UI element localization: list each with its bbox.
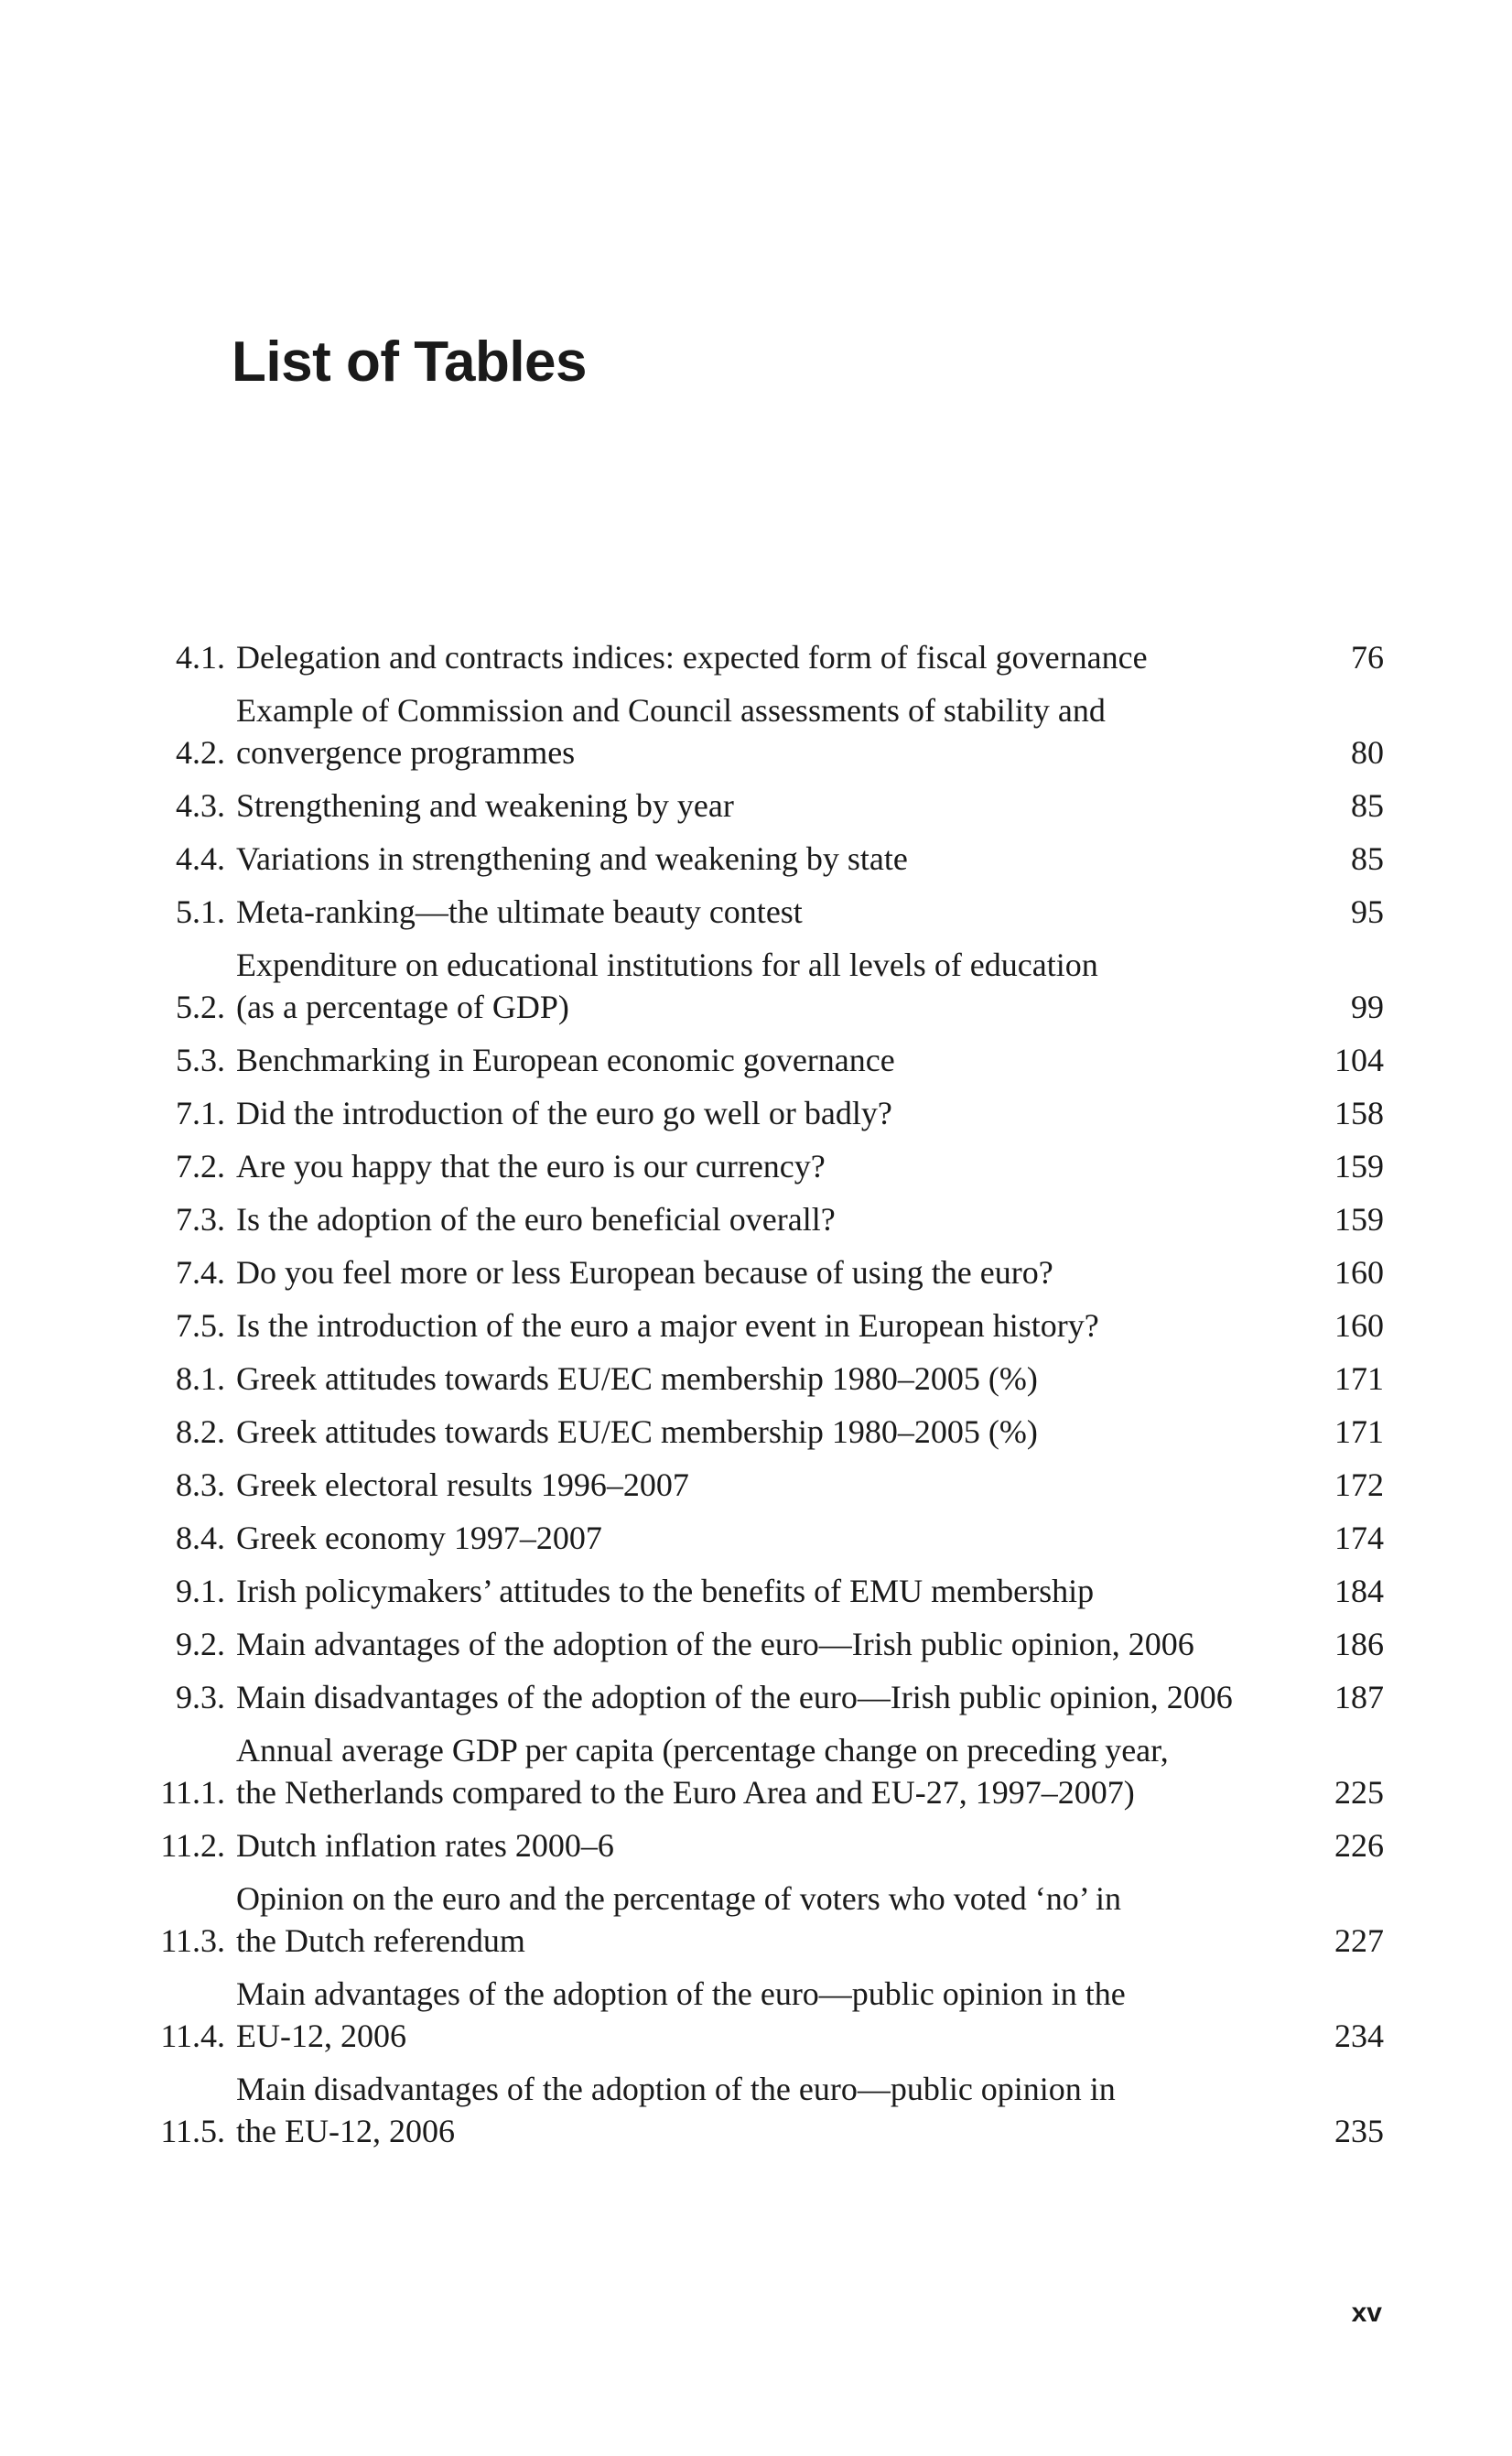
table-number: 5.3. bbox=[176, 1042, 225, 1078]
toc-entry bbox=[146, 1676, 1384, 1718]
page-reference: 174 bbox=[1334, 1520, 1384, 1556]
table-number: 5.1. bbox=[176, 893, 225, 930]
table-title: Is the introduction of the euro a major event in European history? bbox=[236, 1307, 1099, 1344]
toc-entry bbox=[146, 1304, 1384, 1347]
page-reference: 158 bbox=[1334, 1095, 1384, 1131]
table-number: 11.2. bbox=[160, 1827, 225, 1864]
table-title: Expenditure on educational institutions for all levels of education (as a percentage of GDP) bbox=[236, 947, 1098, 1025]
list-of-tables bbox=[146, 636, 1384, 2163]
page-reference: 85 bbox=[1351, 840, 1384, 877]
page-reference: 186 bbox=[1334, 1626, 1384, 1662]
table-title: Greek attitudes towards EU/EC membership 1980–2005 (%) bbox=[236, 1360, 1038, 1397]
table-number: 7.3. bbox=[176, 1201, 225, 1238]
table-number: 8.4. bbox=[176, 1520, 225, 1556]
toc-entry bbox=[146, 689, 1384, 774]
page-reference: 95 bbox=[1351, 893, 1384, 930]
page-reference: 227 bbox=[1334, 1922, 1384, 1959]
table-number: 9.2. bbox=[176, 1626, 225, 1662]
table-title: Greek electoral results 1996–2007 bbox=[236, 1466, 689, 1503]
page-reference: 159 bbox=[1334, 1148, 1384, 1185]
toc-entry bbox=[146, 944, 1384, 1028]
toc-entry bbox=[146, 891, 1384, 933]
toc-entry bbox=[146, 1517, 1384, 1559]
toc-entry bbox=[146, 1411, 1384, 1453]
table-number: 8.2. bbox=[176, 1413, 225, 1450]
page-reference: 235 bbox=[1334, 2113, 1384, 2149]
table-number: 4.3. bbox=[176, 787, 225, 824]
toc-entry bbox=[146, 1729, 1384, 1813]
table-number: 7.4. bbox=[176, 1254, 225, 1291]
page-reference: 226 bbox=[1334, 1827, 1384, 1864]
page-reference: 172 bbox=[1334, 1466, 1384, 1503]
table-title: Is the adoption of the euro beneficial overall? bbox=[236, 1201, 836, 1238]
page-reference: 225 bbox=[1334, 1774, 1384, 1811]
page-reference: 76 bbox=[1351, 639, 1384, 676]
table-number: 11.3. bbox=[160, 1922, 225, 1959]
toc-entry bbox=[146, 1464, 1384, 1506]
table-number: 8.1. bbox=[176, 1360, 225, 1397]
toc-entry bbox=[146, 838, 1384, 880]
table-title: Did the introduction of the euro go well or badly? bbox=[236, 1095, 892, 1131]
toc-entry bbox=[146, 1623, 1384, 1665]
toc-entry bbox=[146, 1198, 1384, 1240]
table-title: Annual average GDP per capita (percentage change on preceding year, the Netherlands compared to the Euro Area and EU-27, 1997–2007) bbox=[236, 1732, 1169, 1811]
table-number: 9.1. bbox=[176, 1573, 225, 1609]
toc-entry bbox=[146, 1251, 1384, 1293]
table-title: Main advantages of the adoption of the euro—Irish public opinion, 2006 bbox=[236, 1626, 1194, 1662]
table-title: Dutch inflation rates 2000–6 bbox=[236, 1827, 614, 1864]
table-title: Variations in strengthening and weakening by state bbox=[236, 840, 908, 877]
table-number: 4.4. bbox=[176, 840, 225, 877]
table-title: Example of Commission and Council assessments of stability and convergence programmes bbox=[236, 692, 1106, 771]
page-reference: 234 bbox=[1334, 2018, 1384, 2054]
page-reference: 171 bbox=[1334, 1360, 1384, 1397]
toc-entry bbox=[146, 636, 1384, 678]
table-number: 5.2. bbox=[176, 989, 225, 1025]
toc-entry bbox=[146, 1877, 1384, 1962]
page-reference: 184 bbox=[1334, 1573, 1384, 1609]
table-title: Meta-ranking—the ultimate beauty contest bbox=[236, 893, 803, 930]
table-number: 8.3. bbox=[176, 1466, 225, 1503]
table-title: Strengthening and weakening by year bbox=[236, 787, 734, 824]
table-number: 11.4. bbox=[160, 2018, 225, 2054]
table-title: Delegation and contracts indices: expected form of fiscal governance bbox=[236, 639, 1148, 676]
table-number: 7.1. bbox=[176, 1095, 225, 1131]
table-number: 11.5. bbox=[160, 2113, 225, 2149]
page-reference: 104 bbox=[1334, 1042, 1384, 1078]
toc-entry bbox=[146, 1092, 1384, 1134]
table-title: Opinion on the euro and the percentage of voters who voted ‘no’ in the Dutch referendum bbox=[236, 1880, 1122, 1959]
toc-entry bbox=[146, 1570, 1384, 1612]
page-reference: 159 bbox=[1334, 1201, 1384, 1238]
table-title: Main disadvantages of the adoption of the euro—Irish public opinion, 2006 bbox=[236, 1679, 1233, 1715]
toc-entry bbox=[146, 784, 1384, 827]
table-number: 4.1. bbox=[176, 639, 225, 676]
table-number: 7.2. bbox=[176, 1148, 225, 1185]
page-reference: 160 bbox=[1334, 1254, 1384, 1291]
page-number: xv bbox=[1351, 2298, 1382, 2328]
page-reference: 160 bbox=[1334, 1307, 1384, 1344]
page-title: List of Tables bbox=[232, 330, 588, 394]
table-title: Main disadvantages of the adoption of the euro—public opinion in the EU-12, 2006 bbox=[236, 2071, 1116, 2149]
table-number: 4.2. bbox=[176, 734, 225, 771]
table-title: Greek economy 1997–2007 bbox=[236, 1520, 602, 1556]
toc-entry bbox=[146, 1973, 1384, 2057]
table-title: Benchmarking in European economic governance bbox=[236, 1042, 895, 1078]
page-reference: 80 bbox=[1351, 734, 1384, 771]
table-number: 7.5. bbox=[176, 1307, 225, 1344]
table-title: Are you happy that the euro is our currency? bbox=[236, 1148, 826, 1185]
toc-entry bbox=[146, 1358, 1384, 1400]
toc-entry bbox=[146, 2068, 1384, 2152]
toc-entry bbox=[146, 1824, 1384, 1866]
toc-entry bbox=[146, 1145, 1384, 1187]
table-title: Irish policymakers’ attitudes to the benefits of EMU membership bbox=[236, 1573, 1095, 1609]
page-reference: 171 bbox=[1334, 1413, 1384, 1450]
table-number: 11.1. bbox=[160, 1774, 225, 1811]
page-reference: 85 bbox=[1351, 787, 1384, 824]
table-title: Greek attitudes towards EU/EC membership 1980–2005 (%) bbox=[236, 1413, 1038, 1450]
table-title: Do you feel more or less European because of using the euro? bbox=[236, 1254, 1053, 1291]
toc-entry bbox=[146, 1039, 1384, 1081]
page-reference: 99 bbox=[1351, 989, 1384, 1025]
page-reference: 187 bbox=[1334, 1679, 1384, 1715]
table-title: Main advantages of the adoption of the euro—public opinion in the EU-12, 2006 bbox=[236, 1975, 1126, 2054]
table-number: 9.3. bbox=[176, 1679, 225, 1715]
